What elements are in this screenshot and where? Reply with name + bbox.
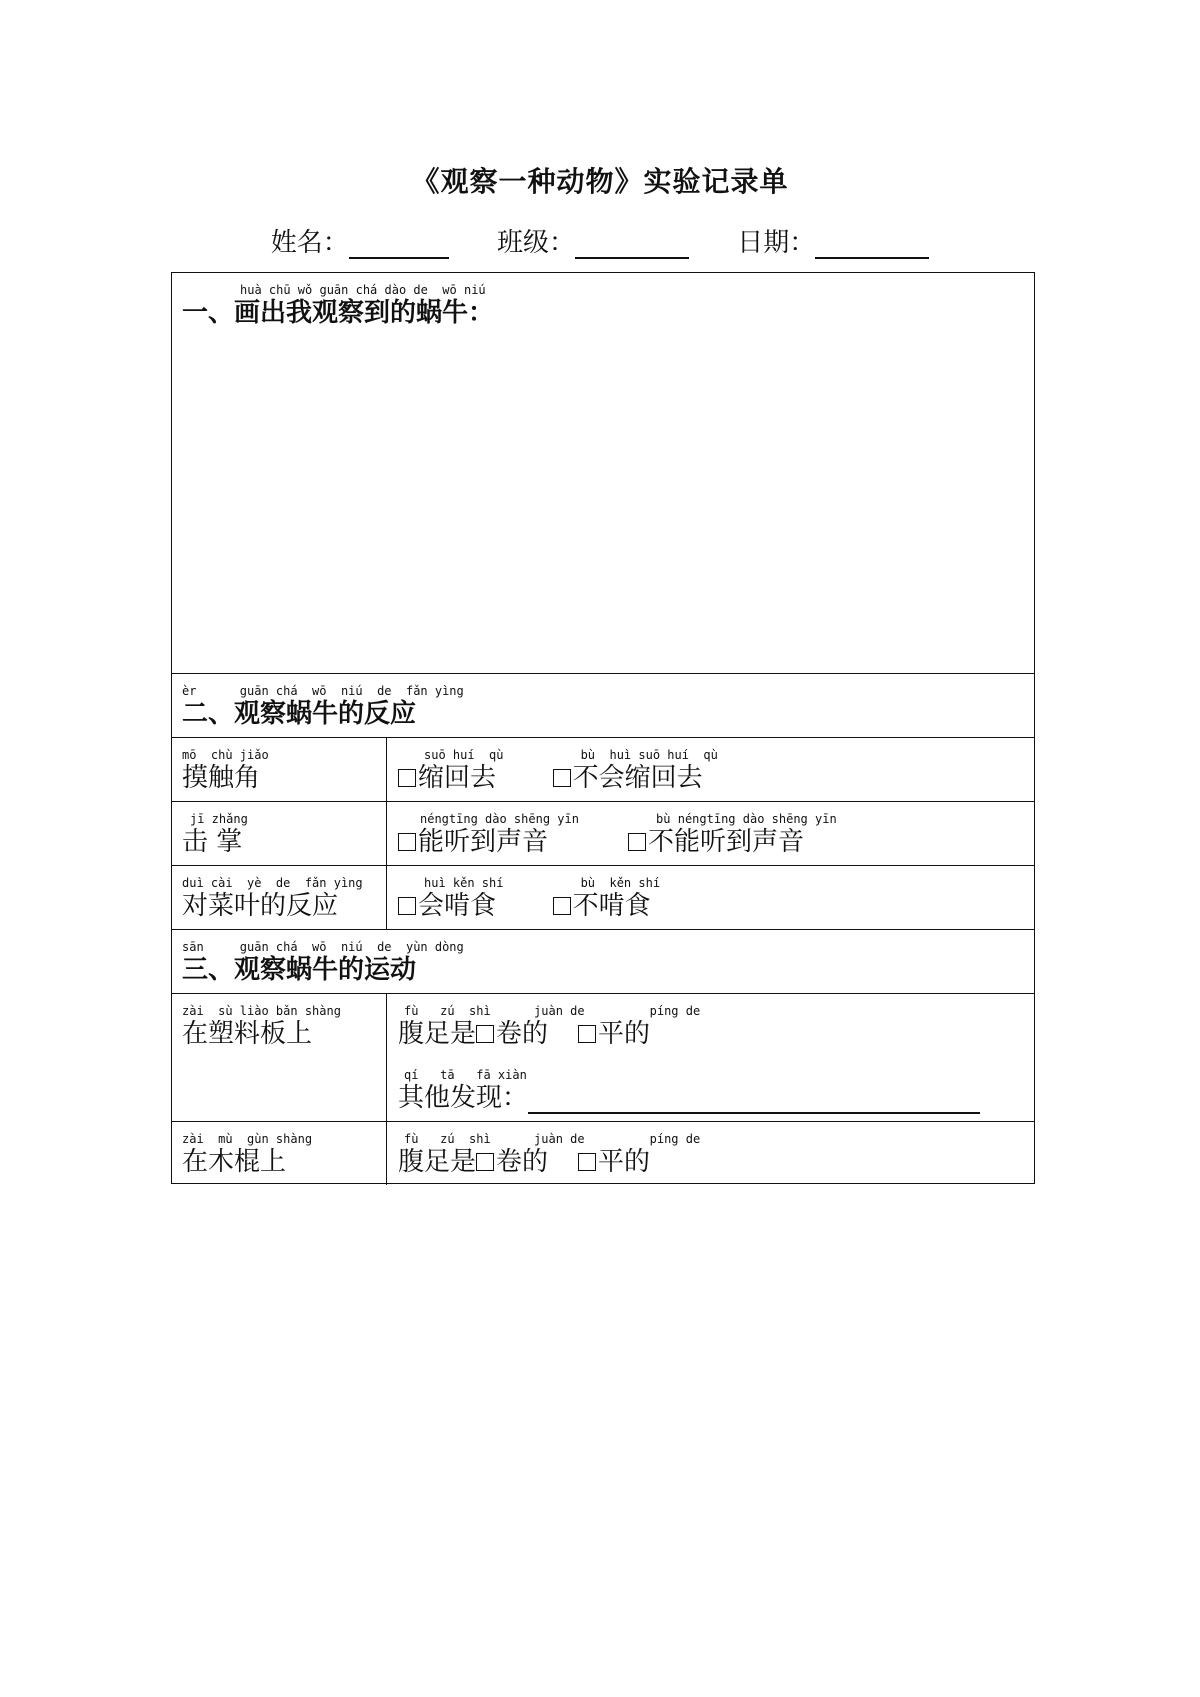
- movement-label-pinyin: zài sù liào bǎn shàng: [182, 1004, 341, 1018]
- movement-label-text: 在木棍上: [182, 1147, 287, 1177]
- section2-title: 二、观察蜗牛的反应: [182, 699, 417, 729]
- section1-title: 一、画出我观察到的蜗牛：: [182, 298, 495, 328]
- movement-label: [182, 1132, 312, 1178]
- option-text: 会啃食: [418, 891, 497, 921]
- checkbox[interactable]: [628, 833, 646, 851]
- option-eat[interactable]: [398, 876, 503, 922]
- divider: [172, 801, 1034, 802]
- option-text: 不能听到声音: [648, 827, 805, 857]
- class-field[interactable]: [497, 222, 689, 259]
- checkbox[interactable]: [398, 833, 416, 851]
- divider: [172, 737, 1034, 738]
- divider: [172, 865, 1034, 866]
- foot-label: 腹足是: [398, 1147, 477, 1177]
- checkbox-flat[interactable]: [578, 1025, 596, 1043]
- reaction-label: [182, 748, 269, 794]
- info-fields: [0, 222, 1200, 259]
- option-retract[interactable]: [398, 748, 503, 794]
- option-pinyin: bù kěn shí: [580, 876, 661, 890]
- foot-pinyin: fù zú shì juàn de píng de: [404, 1132, 701, 1146]
- movement-label-pinyin: zài mù gùn shàng: [182, 1132, 313, 1146]
- checkbox[interactable]: [553, 897, 571, 915]
- checkbox[interactable]: [398, 769, 416, 787]
- name-field[interactable]: [271, 222, 449, 259]
- foot-pinyin: fù zú shì juàn de píng de: [404, 1004, 701, 1018]
- divider: [172, 673, 1034, 674]
- checkbox-curled[interactable]: [476, 1153, 494, 1171]
- option-not-eat[interactable]: [553, 876, 660, 922]
- section1-heading: [182, 283, 494, 329]
- option-not-retract[interactable]: [553, 748, 718, 794]
- divider: [172, 993, 1034, 994]
- page-title: 《观察一种动物》实验记录单: [411, 165, 789, 198]
- class-blank[interactable]: [575, 229, 689, 259]
- option-cannot-hear[interactable]: [628, 812, 837, 858]
- option-flat: 平的: [598, 1147, 651, 1177]
- reaction-label: [182, 812, 248, 858]
- checkbox[interactable]: [553, 769, 571, 787]
- option-flat: 平的: [598, 1019, 651, 1049]
- class-label: 班级：: [496, 228, 575, 258]
- drawing-area[interactable]: [172, 329, 1032, 671]
- movement-label: [182, 1004, 341, 1050]
- section2-pinyin: èr guān chá wō niú de fǎn yìng: [182, 684, 464, 698]
- checkbox-flat[interactable]: [578, 1153, 596, 1171]
- name-blank[interactable]: [349, 229, 449, 259]
- column-divider: [386, 737, 387, 929]
- option-pinyin: bù néngtīng dào shēng yīn: [656, 812, 837, 826]
- reaction-label-pinyin: jī zhǎng: [190, 812, 248, 826]
- option-text: 不会缩回去: [572, 763, 703, 793]
- other-label: 其他发现：: [398, 1083, 529, 1113]
- option-pinyin: suō huí qù: [424, 748, 504, 762]
- divider: [172, 929, 1034, 930]
- record-sheet: [171, 272, 1035, 1184]
- reaction-label-text: 摸触角: [182, 763, 261, 793]
- foot-shape-options: [398, 1132, 700, 1178]
- option-can-hear[interactable]: [398, 812, 579, 858]
- option-text: 不啃食: [572, 891, 651, 921]
- name-label: 姓名：: [270, 228, 349, 258]
- reaction-options: [398, 812, 881, 858]
- section3-pinyin: sān guān chá wō niú de yùn dòng: [182, 940, 464, 954]
- divider: [172, 1121, 1034, 1122]
- date-blank[interactable]: [815, 229, 929, 259]
- option-curled: 卷的: [496, 1019, 549, 1049]
- reaction-label-text: 击 掌: [182, 827, 243, 857]
- reaction-label-pinyin: mō chù jiǎo: [182, 748, 269, 762]
- other-findings-blank[interactable]: [528, 1082, 980, 1114]
- section2-heading: [182, 684, 464, 730]
- foot-shape-options: [398, 1004, 700, 1050]
- other-pinyin: qí tā fā xiàn: [404, 1068, 527, 1082]
- section3-heading: [182, 940, 464, 986]
- checkbox[interactable]: [398, 897, 416, 915]
- foot-label: 腹足是: [398, 1019, 477, 1049]
- option-pinyin: bù huì suō huí qù: [580, 748, 718, 762]
- checkbox-curled[interactable]: [476, 1025, 494, 1043]
- date-label: 日期：: [737, 228, 816, 258]
- reaction-label-text: 对菜叶的反应: [182, 891, 339, 921]
- column-divider: [386, 993, 387, 1185]
- reaction-options: [398, 748, 762, 794]
- option-pinyin: néngtīng dào shēng yīn: [420, 812, 579, 826]
- reaction-options: [398, 876, 704, 922]
- reaction-label: [182, 876, 363, 922]
- option-curled: 卷的: [496, 1147, 549, 1177]
- reaction-label-pinyin: duì cài yè de fǎn yìng: [182, 876, 363, 890]
- option-text: 缩回去: [418, 763, 497, 793]
- section1-pinyin: huà chū wǒ guān chá dào de wō niú: [240, 283, 486, 297]
- option-text: 能听到声音: [418, 827, 549, 857]
- option-pinyin: huì kěn shí: [424, 876, 504, 890]
- movement-label-text: 在塑料板上: [182, 1019, 313, 1049]
- section3-title: 三、观察蜗牛的运动: [182, 955, 417, 985]
- other-findings: [398, 1068, 980, 1114]
- date-field[interactable]: [737, 222, 929, 259]
